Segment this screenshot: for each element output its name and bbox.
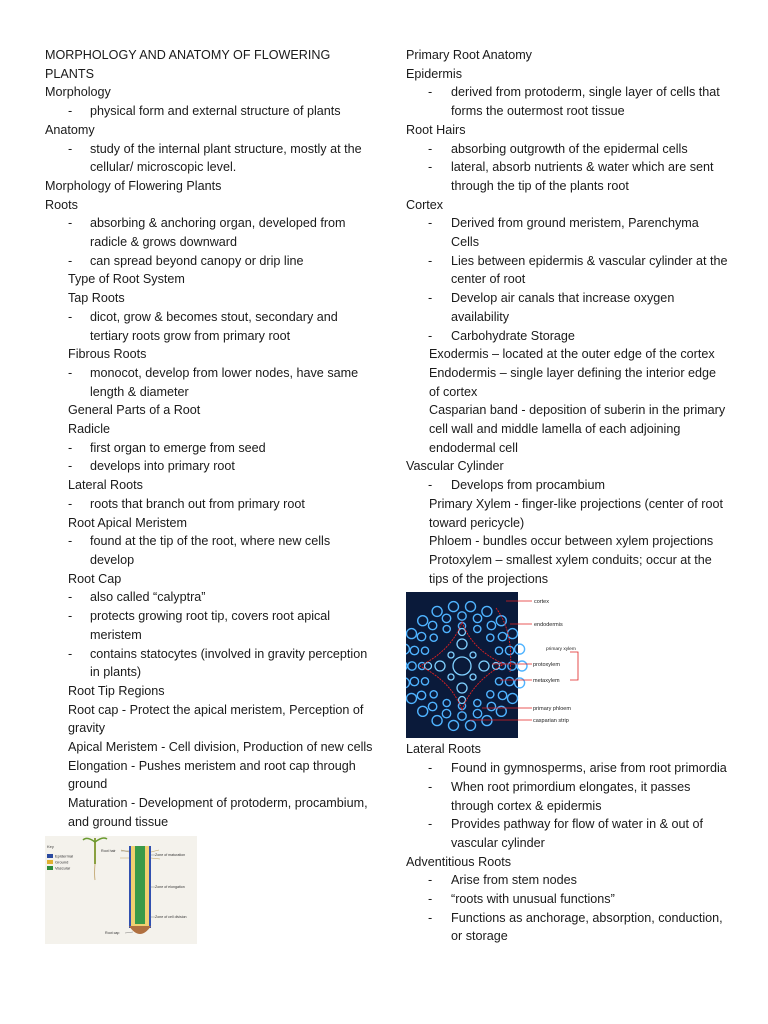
cross-section-label: primary phloem bbox=[533, 706, 571, 713]
heading-root-hairs: Root Hairs bbox=[406, 122, 466, 137]
heading-morphology: Morphology bbox=[45, 85, 111, 100]
dash-icon: - bbox=[428, 910, 433, 925]
heading-phloem-bundles-occur-between-xylem-proje: Phloem - bundles occur between xylem projections bbox=[429, 534, 714, 549]
bullet-text: protects growing root tip, covers root apical meristem bbox=[90, 609, 331, 642]
bullet-item bbox=[406, 140, 728, 159]
heading-maturation-development-of-protoderm-proc: Maturation - Development of protoderm, procambium, and ground tissue bbox=[68, 796, 368, 829]
bullet-text: When root primordium elongates, it passes through cortex & epidermis bbox=[451, 779, 691, 813]
bullet-item bbox=[406, 158, 728, 195]
heading-adventitious-roots: Adventitious Roots bbox=[406, 854, 512, 869]
bullet-item bbox=[406, 890, 728, 909]
heading-protoxylem-smallest-xylem-conduits-occur: Protoxylem – smallest xylem conduits; occur at the tips of the projections bbox=[429, 552, 712, 586]
heading-tap-roots: Tap Roots bbox=[68, 291, 125, 306]
dash-icon: - bbox=[428, 817, 433, 832]
heading-apical-meristem-cell-division-production: Apical Meristem - Cell division, Production of new cells bbox=[68, 740, 373, 755]
bullet-item bbox=[45, 495, 375, 514]
dash-icon: - bbox=[68, 459, 73, 474]
heading-endodermis-single-layer-defining-the-int: Endodermis – single layer defining the interior edge of cortex bbox=[429, 365, 717, 399]
bullet-text: Provides pathway for flow of water in & out of vascular cylinder bbox=[451, 817, 703, 850]
bullet-item bbox=[45, 457, 375, 476]
bullet-text: derived from protoderm, single layer of cells that forms the outermost root tissue bbox=[451, 85, 720, 119]
svg-text:Key: Key bbox=[47, 843, 54, 849]
bullet-item bbox=[406, 252, 728, 289]
bullet-text: absorbing outgrowth of the epidermal cells bbox=[451, 141, 688, 156]
root-tip-illustration bbox=[45, 836, 197, 944]
bullet-text: Lies between epidermis & vascular cylinder at the center of root bbox=[451, 253, 728, 287]
dash-icon: - bbox=[68, 309, 73, 324]
legend-label: Epidermal bbox=[55, 853, 74, 859]
bullet-text: Develop air canals that increase oxygen availability bbox=[451, 291, 675, 324]
bullet-text: Arise from stem nodes bbox=[451, 873, 577, 888]
dash-icon: - bbox=[68, 440, 73, 455]
bullet-item bbox=[45, 102, 375, 121]
heading-root-apical-meristem: Root Apical Meristem bbox=[68, 515, 187, 530]
heading-primary-xylem-finger-like-projections-ce: Primary Xylem - finger-like projections (center of root toward pericycle) bbox=[429, 496, 723, 530]
heading-morphology-and-anatomy-of-flowering-plan: MORPHOLOGY AND ANATOMY OF FLOWERING PLANTS bbox=[45, 48, 331, 81]
bullet-text: also called “calyptra” bbox=[90, 590, 206, 605]
bullet-item bbox=[406, 83, 728, 120]
bullet-item bbox=[45, 645, 375, 682]
bullet-text: found at the tip of the root, where new cells develop bbox=[90, 534, 331, 567]
dash-icon: - bbox=[428, 779, 433, 794]
legend-label: Vascular bbox=[55, 865, 71, 871]
root-cross-section-figure bbox=[406, 592, 728, 738]
dash-icon: - bbox=[428, 761, 433, 776]
bullet-text: Functions as anchorage, absorption, conduction, or storage bbox=[451, 910, 723, 944]
dash-icon: - bbox=[428, 85, 433, 100]
bullet-text: first organ to emerge from seed bbox=[90, 440, 266, 455]
bullet-text: Develops from procambium bbox=[451, 478, 605, 493]
heading-cortex: Cortex bbox=[406, 197, 444, 212]
dash-icon: - bbox=[428, 160, 433, 175]
zone-label: Root hair bbox=[101, 848, 116, 853]
bullet-item bbox=[406, 327, 728, 346]
heading-root-tip-regions: Root Tip Regions bbox=[68, 683, 165, 698]
heading-elongation-pushes-meristem-and-root-cap-: Elongation - Pushes meristem and root cap through ground bbox=[68, 758, 356, 792]
zone-label: Zone of elongation bbox=[155, 884, 185, 889]
dash-icon: - bbox=[68, 253, 73, 268]
bullet-text: can spread beyond canopy or drip line bbox=[90, 253, 304, 268]
bullet-text: study of the internal plant structure, mostly at the cellular/ microscopic level. bbox=[90, 141, 362, 175]
bullet-item bbox=[406, 289, 728, 326]
heading-root-cap-protect-the-apical-meristem-per: Root cap - Protect the apical meristem, Perception of gravity bbox=[68, 702, 364, 736]
root-tip-diagram bbox=[45, 836, 375, 944]
dash-icon: - bbox=[428, 873, 433, 888]
bullet-item bbox=[406, 871, 728, 890]
cross-section-label: primary xylem bbox=[546, 647, 576, 653]
bullet-item bbox=[45, 364, 375, 401]
bullet-text: “roots with unusual functions” bbox=[451, 892, 615, 907]
bullet-text: Derived from ground meristem, Parenchyma Cells bbox=[451, 216, 699, 250]
dash-icon: - bbox=[428, 253, 433, 268]
heading-anatomy: Anatomy bbox=[45, 122, 95, 137]
bullet-item bbox=[406, 214, 728, 251]
dash-icon: - bbox=[68, 104, 73, 119]
dash-icon: - bbox=[428, 478, 433, 493]
left-column bbox=[45, 46, 375, 946]
dash-icon: - bbox=[68, 646, 73, 661]
heading-root-cap: Root Cap bbox=[68, 571, 122, 586]
bullet-text: absorbing & anchoring organ, developed from radicle & grows downward bbox=[90, 216, 346, 250]
bullet-item bbox=[406, 778, 728, 815]
right-column bbox=[406, 46, 728, 946]
root-cross-section-micrograph bbox=[406, 592, 586, 738]
legend-label: Ground bbox=[55, 859, 69, 865]
bullet-item bbox=[45, 214, 375, 251]
heading-epidermis: Epidermis bbox=[406, 66, 462, 81]
heading-general-parts-of-a-root: General Parts of a Root bbox=[68, 403, 201, 418]
bullet-item bbox=[45, 607, 375, 644]
dash-icon: - bbox=[428, 291, 433, 306]
bullet-text: roots that branch out from primary root bbox=[90, 496, 305, 511]
bullet-text: physical form and external structure of plants bbox=[90, 104, 341, 119]
dash-icon: - bbox=[68, 141, 73, 156]
dash-icon: - bbox=[428, 328, 433, 343]
cross-section-label: protoxylem bbox=[533, 662, 560, 669]
zone-label: Root cap bbox=[105, 930, 120, 935]
dash-icon: - bbox=[68, 496, 73, 511]
heading-roots: Roots bbox=[45, 197, 78, 212]
zone-label: Zone of cell division bbox=[155, 914, 187, 919]
bullet-text: Found in gymnosperms, arise from root primordia bbox=[451, 761, 727, 776]
dash-icon: - bbox=[68, 365, 73, 380]
cross-section-label: endodermis bbox=[534, 622, 563, 629]
dash-icon: - bbox=[428, 141, 433, 156]
heading-radicle: Radicle bbox=[68, 422, 110, 437]
bullet-item bbox=[45, 140, 375, 177]
bullet-item bbox=[45, 439, 375, 458]
bullet-text: monocot, develop from lower nodes, have same length & diameter bbox=[90, 365, 359, 399]
heading-lateral-roots: Lateral Roots bbox=[68, 478, 143, 493]
bullet-item bbox=[45, 588, 375, 607]
heading-exodermis-located-at-the-outer-edge-of-t: Exodermis – located at the outer edge of the cortex bbox=[429, 347, 715, 362]
heading-morphology-of-flowering-plants: Morphology of Flowering Plants bbox=[45, 178, 222, 193]
heading-casparian-band-deposition-of-suberin-in-: Casparian band - deposition of suberin in the primary cell wall and middle lamella of each adjoining endodermal cell bbox=[429, 403, 726, 455]
heading-type-of-root-system: Type of Root System bbox=[68, 272, 185, 287]
bullet-item bbox=[406, 759, 728, 778]
dash-icon: - bbox=[428, 892, 433, 907]
bullet-item bbox=[406, 476, 728, 495]
bullet-text: contains statocytes (involved in gravity perception in plants) bbox=[90, 646, 368, 680]
bullet-item bbox=[406, 815, 728, 852]
cross-section-label: casparian strip bbox=[533, 718, 569, 725]
heading-primary-root-anatomy: Primary Root Anatomy bbox=[406, 48, 532, 62]
bullet-item bbox=[45, 252, 375, 271]
bullet-text: dicot, grow & becomes stout, secondary and tertiary roots grow from primary root bbox=[90, 309, 338, 343]
bullet-text: Carbohydrate Storage bbox=[451, 328, 575, 343]
zone-label: Zone of maturation bbox=[155, 852, 186, 857]
cross-section-label: metaxylem bbox=[533, 678, 560, 685]
heading-lateral-roots: Lateral Roots bbox=[406, 742, 481, 757]
cross-section-label: cortex bbox=[534, 599, 549, 606]
bullet-text: develops into primary root bbox=[90, 459, 235, 474]
heading-fibrous-roots: Fibrous Roots bbox=[68, 347, 147, 362]
dash-icon: - bbox=[428, 216, 433, 231]
bullet-item bbox=[45, 532, 375, 569]
dash-icon: - bbox=[68, 534, 73, 549]
bullet-item bbox=[45, 308, 375, 345]
bullet-item bbox=[406, 909, 728, 946]
heading-vascular-cylinder: Vascular Cylinder bbox=[406, 459, 504, 474]
dash-icon: - bbox=[68, 609, 73, 624]
dash-icon: - bbox=[68, 590, 73, 605]
bullet-text: lateral, absorb nutrients & water which are sent through the tip of the plants root bbox=[451, 160, 714, 193]
dash-icon: - bbox=[68, 216, 73, 231]
